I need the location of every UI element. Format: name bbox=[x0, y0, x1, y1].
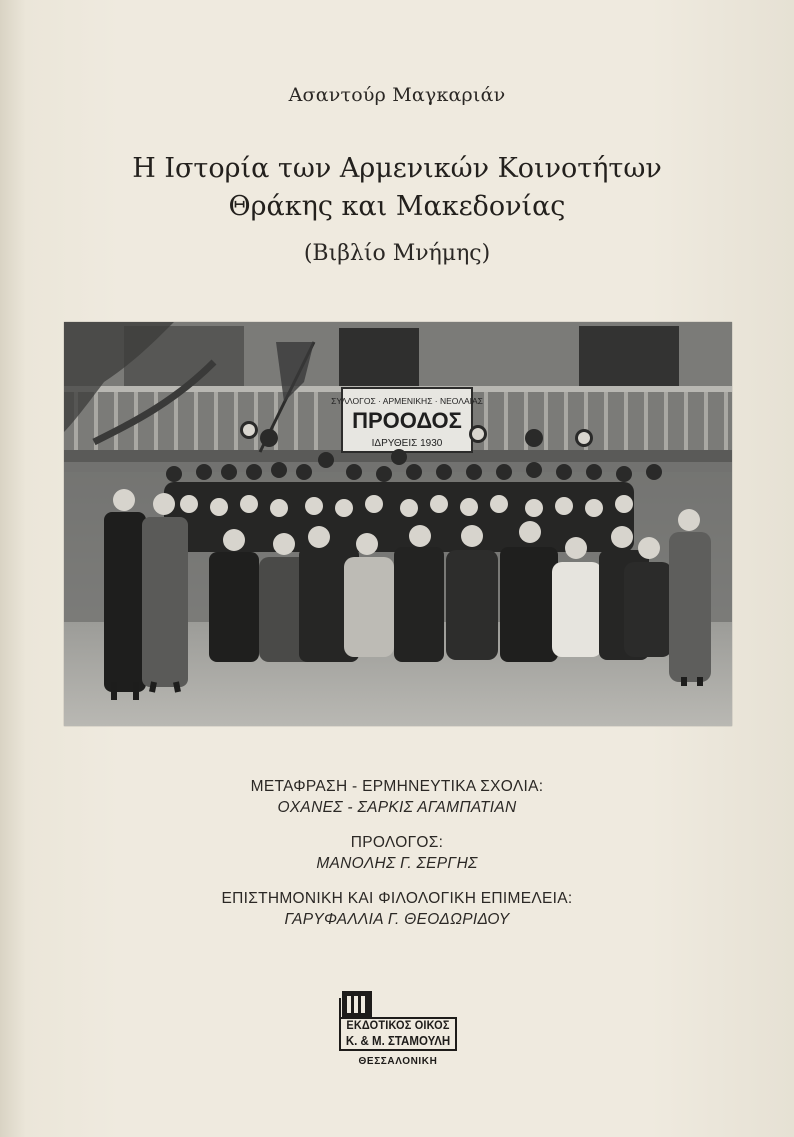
credits-block bbox=[0, 776, 794, 930]
book-title bbox=[0, 150, 794, 226]
sign-main-text: ΠΡΟΟΔΟΣ bbox=[352, 408, 462, 433]
book-title-line-1: Η Ιστορία των Αρμενικών Κοινοτήτων bbox=[132, 153, 662, 184]
publisher-line-2: Κ. & Μ. ΣΤΑΜΟΥΛΗ bbox=[345, 1034, 451, 1048]
sign-top-text: ΣΥΛΛΟΓΟΣ · ΑΡΜΕΝΙΚΗΣ · ΝΕΟΛΑΙΑΣ bbox=[331, 396, 483, 406]
publisher-city: ΘΕΣΣΑΛΟΝΙΚΗ bbox=[358, 1056, 438, 1067]
cover-photograph bbox=[64, 322, 732, 726]
credit-person-translation: ΟΧΑΝΕΣ - ΣΑΡΚΙΣ ΑΓΑΜΠΑΤΙΑΝ bbox=[277, 799, 517, 816]
credit-person-prologue: ΜΑΝΟΛΗΣ Γ. ΣΕΡΓΗΣ bbox=[316, 855, 478, 872]
group-photo-illustration bbox=[64, 322, 732, 726]
publisher-logo bbox=[336, 990, 460, 1070]
credit-role-prologue: ΠΡΟΛΟΓΟΣ: bbox=[350, 834, 444, 851]
book-title-line-2: Θράκης και Μακεδονίας bbox=[228, 191, 566, 222]
author-name: Ασαντούρ Μαγκαριάν bbox=[288, 84, 506, 106]
book-subtitle: (Βιβλίο Μνήμης) bbox=[303, 241, 491, 266]
publisher-line-1: ΕΚΔΟΤΙΚΟΣ ΟΙΚΟΣ bbox=[346, 1020, 450, 1032]
sign-bottom-text: ΙΔΡΥΘΕΙΣ 1930 bbox=[371, 438, 443, 449]
credit-role-editing: ΕΠΙΣΤΗΜΟΝΙΚΗ ΚΑΙ ΦΙΛΟΛΟΓΙΚΗ ΕΠΙΜΕΛΕΙΑ: bbox=[221, 890, 573, 907]
credit-person-editing: ΓΑΡΥΦΑΛΛΙΑ Γ. ΘΕΟΔΩΡΙΔΟΥ bbox=[284, 911, 510, 928]
credit-role-translation: ΜΕΤΑΦΡΑΣΗ - ΕΡΜΗΝΕΥΤΙΚΑ ΣΧΟΛΙΑ: bbox=[250, 778, 544, 795]
